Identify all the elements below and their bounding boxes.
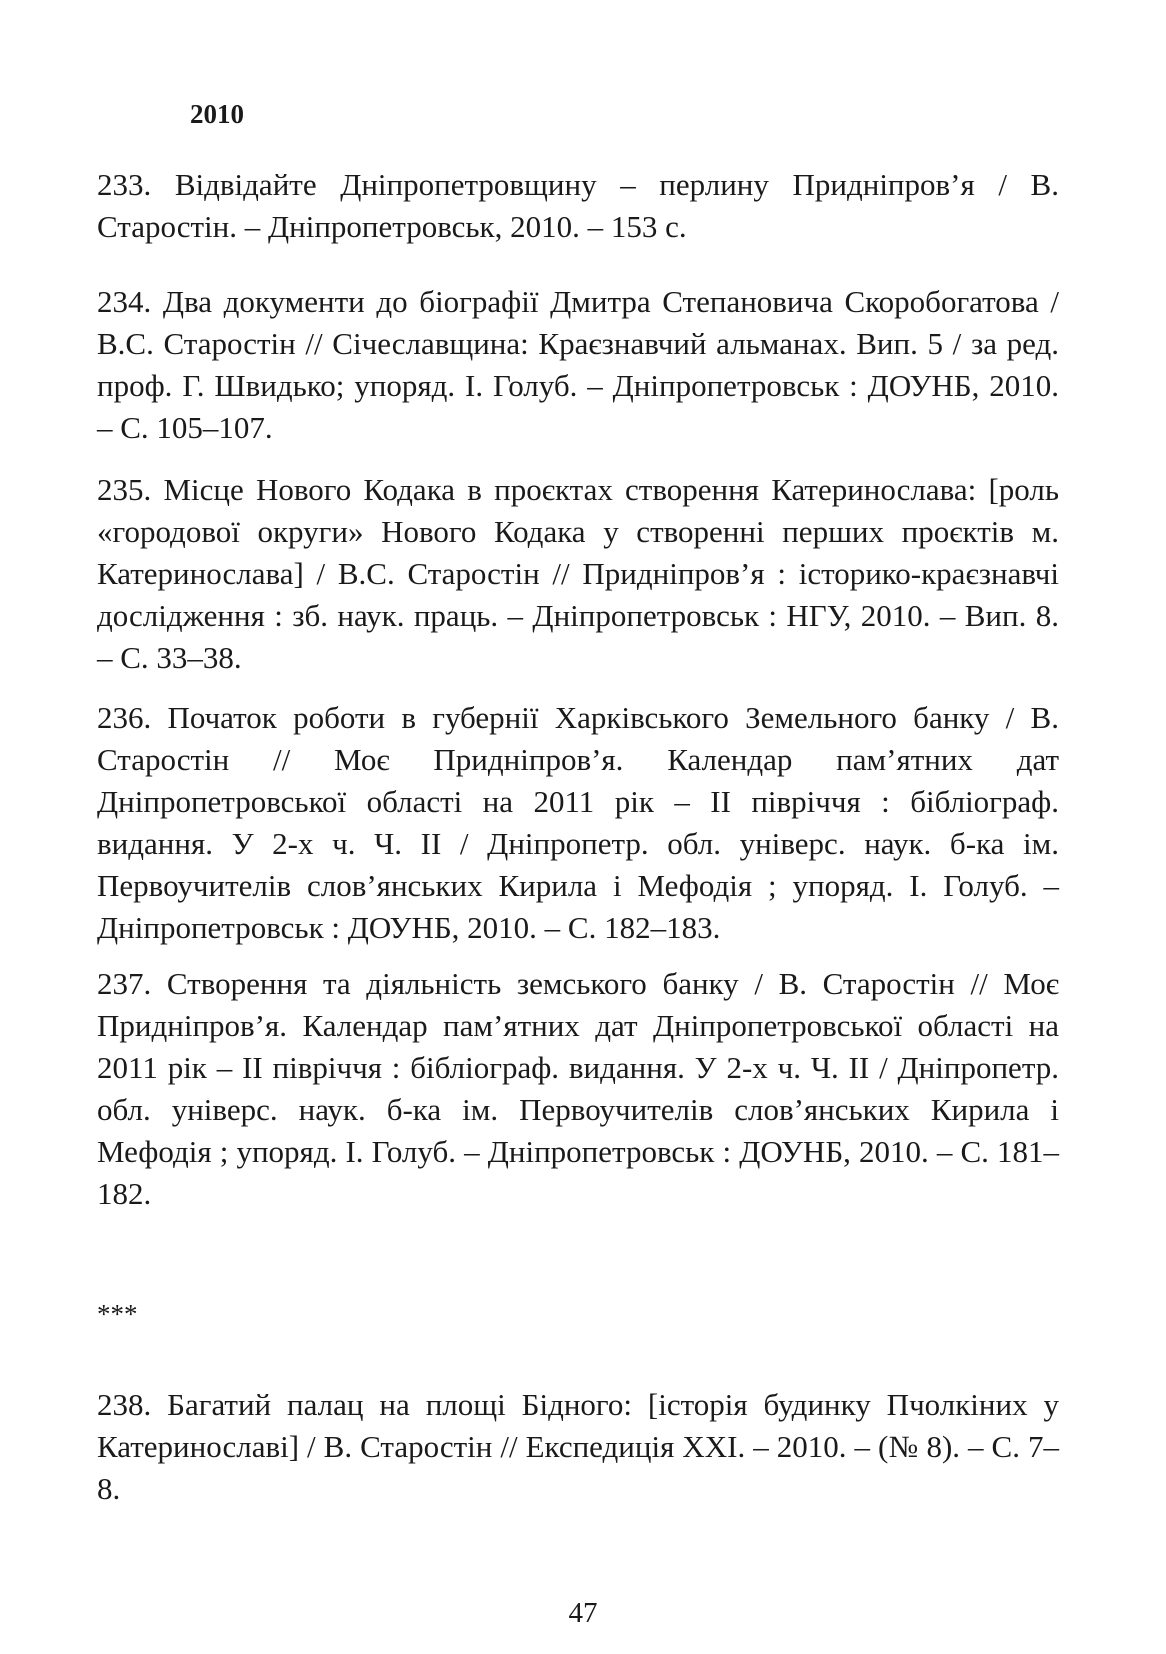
bibliography-entry-235: 235. Місце Нового Кодака в проєктах створення Катеринослава: [роль «городової округи» Нового Кодака у створенні перших проєктів м. Катеринослава] / В.С. Старостін // Придніпров’я : історико-краєзнавчі дослідження : зб. наук. праць. – Дніпропетровськ : НГУ, 2010. – Вип. 8. – С. 33–38.: [97, 472, 1059, 675]
bibliography-entry-238: 238. Багатий палац на площі Бідного: [історія будинку Пчолкіних у Катеринославі] / В. Старостін // Експедиція ХХІ. – 2010. – (№ 8). – С. 7–8.: [97, 1387, 1059, 1506]
year-heading: 2010: [190, 99, 244, 129]
bibliography-entry-236: 236. Початок роботи в губернії Харківського Земельного банку / В. Старостін // Моє Придніпров’я. Календар пам’ятних дат Дніпропетровської області на 2011 рік – ІІ півріччя : бібліограф. видання. У 2-х ч. Ч. ІІ / Дніпропетр. обл. універс. наук. б-ка ім. Первоучителів слов’янських Кирила і Мефодія ; упоряд. І. Голуб. – Дніпропетровськ : ДОУНБ, 2010. – С. 182–183.: [97, 700, 1059, 945]
page-body: [97, 0, 1059, 1654]
bibliography-entry-233: 233. Відвідайте Дніпропетровщину – перлину Придніпров’я / В. Старостін. – Дніпропетровськ, 2010. – 153 с.: [97, 167, 1059, 244]
page-number: 47: [568, 1597, 598, 1629]
section-separator: ***: [97, 1299, 138, 1329]
bibliography-entry-237: 237. Створення та діяльність земського банку / В. Старостін // Моє Придніпров’я. Календар пам’ятних дат Дніпропетровської області на 2011 рік – ІІ півріччя : бібліограф. видання. У 2-х ч. Ч. ІІ / Дніпропетр. обл. універс. наук. б-ка ім. Первоучителів слов’янських Кирила і Мефодія ; упоряд. І. Голуб. – Дніпропетровськ : ДОУНБ, 2010. – С. 181–182.: [97, 966, 1059, 1211]
bibliography-entry-234: 234. Два документи до біографії Дмитра Степановича Скоробогатова / В.С. Старостін // Січеславщина: Краєзнавчий альманах. Вип. 5 / за ред. проф. Г. Швидько; упоряд. І. Голуб. – Дніпропетровськ : ДОУНБ, 2010. – С. 105–107.: [97, 284, 1059, 445]
